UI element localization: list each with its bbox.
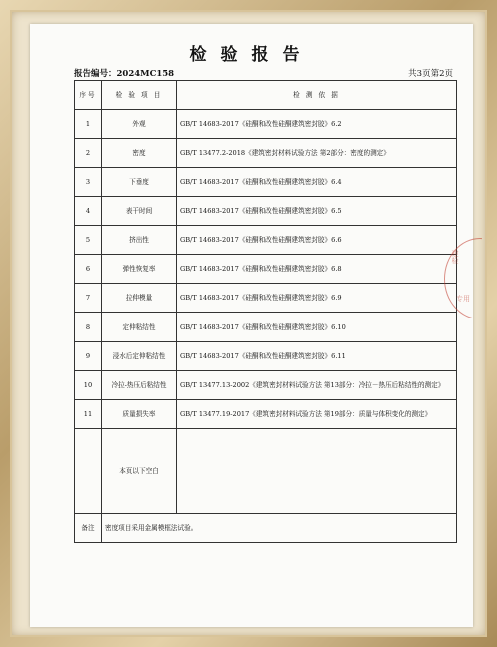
header-no: 序号 xyxy=(75,81,102,110)
row-item: 外观 xyxy=(102,110,177,139)
row-item: 密度 xyxy=(102,139,177,168)
row-no: 2 xyxy=(75,139,102,168)
row-no: 1 xyxy=(75,110,102,139)
table-row xyxy=(75,110,457,139)
table-row xyxy=(75,284,457,313)
row-item: 下垂度 xyxy=(102,168,177,197)
table-row xyxy=(75,197,457,226)
table-row xyxy=(75,226,457,255)
row-basis: GB/T 14683-2017《硅酮和改性硅酮建筑密封胶》6.11 xyxy=(177,342,457,371)
row-no: 10 xyxy=(75,371,102,400)
row-no: 11 xyxy=(75,400,102,429)
table-row xyxy=(75,168,457,197)
table-row xyxy=(75,313,457,342)
row-no: 5 xyxy=(75,226,102,255)
row-basis: GB/T 13477.13-2002《建筑密封材料试验方法 第13部分：冷拉－热压后粘结性的测定》 xyxy=(177,371,457,400)
row-basis: GB/T 13477.2-2018《建筑密封材料试验方法 第2部分：密度的测定》 xyxy=(177,139,457,168)
row-basis: GB/T 14683-2017《硅酮和改性硅酮建筑密封胶》6.2 xyxy=(177,110,457,139)
seal-text-top: 建检 xyxy=(451,250,459,264)
row-item: 挤出性 xyxy=(102,226,177,255)
row-basis: GB/T 14683-2017《硅酮和改性硅酮建筑密封胶》6.10 xyxy=(177,313,457,342)
row-item: 定伸粘结性 xyxy=(102,313,177,342)
seal-text-bottom: 专用 xyxy=(456,295,470,303)
report-page xyxy=(30,24,473,627)
table-row xyxy=(75,139,457,168)
row-basis: GB/T 14683-2017《硅酮和改性硅酮建筑密封胶》6.8 xyxy=(177,255,457,284)
page-indicator: 共3页第2页 xyxy=(408,69,453,79)
row-basis: GB/T 14683-2017《硅酮和改性硅酮建筑密封胶》6.4 xyxy=(177,168,457,197)
row-no: 9 xyxy=(75,342,102,371)
table-header-row xyxy=(75,81,457,110)
inspection-table xyxy=(74,80,457,543)
row-item: 冷拉-热压后粘结性 xyxy=(102,371,177,400)
row-basis: GB/T 13477.19-2017《建筑密封材料试验方法 第19部分：质量与体积变化的测定》 xyxy=(177,400,457,429)
row-no: 7 xyxy=(75,284,102,313)
row-no: 8 xyxy=(75,313,102,342)
row-basis: GB/T 14683-2017《硅酮和改性硅酮建筑密封胶》6.6 xyxy=(177,226,457,255)
row-item: 弹性恢复率 xyxy=(102,255,177,284)
table-row xyxy=(75,371,457,400)
row-no: 3 xyxy=(75,168,102,197)
remark-label: 备注 xyxy=(75,514,102,543)
row-item: 表干时间 xyxy=(102,197,177,226)
blank-row xyxy=(75,429,457,514)
report-number: 报告编号：2024MC158 xyxy=(74,69,175,79)
table-row xyxy=(75,342,457,371)
row-item: 浸水后定伸粘结性 xyxy=(102,342,177,371)
official-seal xyxy=(438,238,482,318)
row-basis: GB/T 14683-2017《硅酮和改性硅酮建筑密封胶》6.9 xyxy=(177,284,457,313)
row-no: 6 xyxy=(75,255,102,284)
table-row xyxy=(75,400,457,429)
blank-note: 本页以下空白 xyxy=(102,429,177,514)
table-row xyxy=(75,255,457,284)
remark-row xyxy=(75,514,457,543)
row-item: 拉伸模量 xyxy=(102,284,177,313)
header-basis: 检 测 依 据 xyxy=(177,81,457,110)
row-no: 4 xyxy=(75,197,102,226)
header-item: 检 验 项 目 xyxy=(102,81,177,110)
row-item: 质量损失率 xyxy=(102,400,177,429)
remark-text: 密度项目采用金属模框法试验。 xyxy=(102,514,457,543)
page-title: 检验报告 xyxy=(189,45,314,65)
row-basis: GB/T 14683-2017《硅酮和改性硅酮建筑密封胶》6.5 xyxy=(177,197,457,226)
